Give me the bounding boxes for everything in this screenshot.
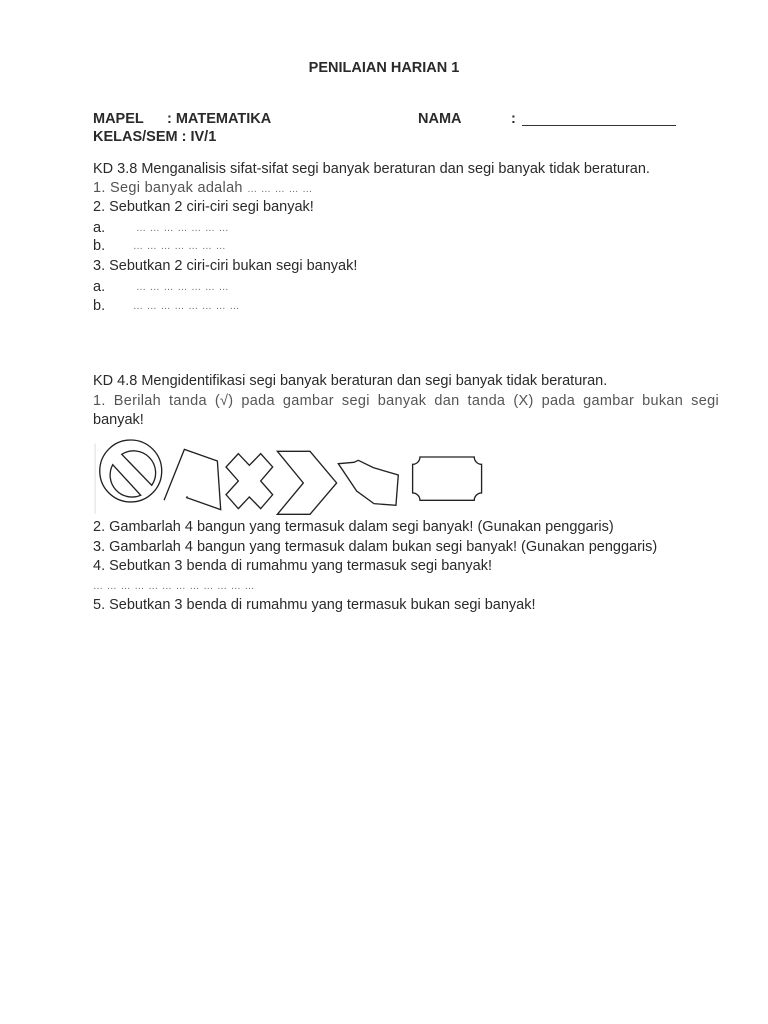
chevron-shape: [277, 451, 336, 514]
item-a-label: a.: [93, 279, 106, 295]
answer-dots: … … … … … … … … … … … …: [93, 581, 256, 592]
cross-shape: [226, 453, 273, 508]
item-b-label: b.: [93, 238, 106, 254]
irregular-polygon-shape: [338, 460, 398, 505]
nama-colon: :: [511, 111, 516, 127]
question-1-line1: 1. Berilah tanda (√) pada gambar segi banyak dan tanda (X) pada gambar bukan segi: [93, 393, 719, 409]
question-3: 3. Gambarlah 4 bangun yang termasuk dalam bukan segi banyak! (Gunakan penggaris): [93, 539, 658, 555]
item-b-label: b.: [93, 298, 106, 314]
answer-dots: … … … … … … …: [136, 282, 230, 293]
kd-4-8: KD 4.8 Mengidentifikasi segi banyak beraturan dan segi banyak tidak beraturan.: [93, 373, 608, 389]
question-4: 4. Sebutkan 3 benda di rumahmu yang termasuk segi banyak!: [93, 558, 492, 574]
nama-label: NAMA: [418, 111, 462, 127]
question-2: 2. Gambarlah 4 bangun yang termasuk dalam segi banyak! (Gunakan penggaris): [93, 519, 614, 535]
nama-blank-line[interactable]: [522, 125, 676, 126]
question-5: 5. Sebutkan 3 benda di rumahmu yang termasuk bukan segi banyak!: [93, 597, 536, 613]
answer-dots: … … … … … … …: [133, 241, 227, 252]
kelas-sem: KELAS/SEM : IV/1: [93, 129, 217, 145]
question-3: 3. Sebutkan 2 ciri-ciri bukan segi banyak!: [93, 258, 358, 274]
page-title: PENILAIAN HARIAN 1: [308, 60, 460, 76]
item-a-label: a.: [93, 220, 106, 236]
answer-dots: … … … … … … … …: [133, 301, 240, 312]
mapel-value: : MATEMATIKA: [167, 111, 272, 127]
question-1: 1. Segi banyak adalah: [93, 180, 243, 196]
answer-dots: … … … … … … …: [136, 223, 230, 234]
shapes-figure: [90, 437, 490, 520]
question-2: 2. Sebutkan 2 ciri-ciri segi banyak!: [93, 199, 314, 215]
question-1-line2: banyak!: [93, 412, 144, 428]
kd-3-8: KD 3.8 Menganalisis sifat-sifat segi banyak beraturan dan segi banyak tidak beraturan.: [93, 161, 650, 177]
open-quadrilateral-shape: [164, 449, 221, 509]
mapel-label: MAPEL: [93, 111, 144, 127]
no-sign-shape: [100, 440, 162, 502]
concave-corner-rectangle-shape: [413, 457, 482, 500]
answer-dots: … … … … …: [247, 184, 313, 195]
